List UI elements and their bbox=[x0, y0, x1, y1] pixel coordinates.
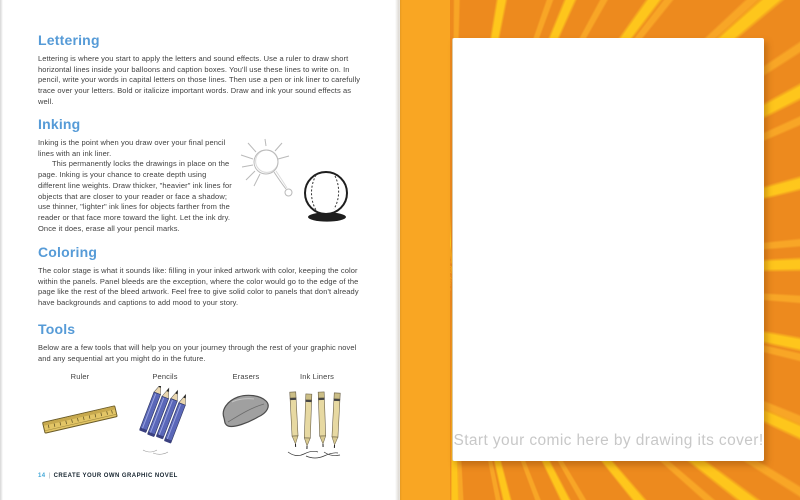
tool-label: Erasers bbox=[232, 372, 260, 381]
inking-body-2: This permanently locks the drawings in place on the page. Inking is your chance to create depth using different line weights. Draw thicker, "heavier" ink lines for objects that are closer to your reader or face a shadow; use thinner, "lighter" ink lines for objects farther from the reader or that face more toward the light. Let the ink dry. Once it does, erase all your pencil marks. bbox=[38, 159, 232, 233]
page-edge-shading bbox=[0, 0, 3, 500]
lettering-body: Lettering is where you start to apply the letters and sound effects. Use a ruler to draw short horizontal lines inside your balloons and caption boxes. You'll use these lines to write on. In pencil, write your words in capital letters on those lines. Then use a pen or ink liner to carefully trace over your letters. Bold or italicize important words. Draw and ink your sound effects as well. bbox=[38, 54, 361, 106]
tool-label: Ruler bbox=[70, 372, 90, 381]
footer-separator: | bbox=[48, 473, 51, 479]
inking-illustration bbox=[238, 138, 362, 232]
section-tools bbox=[38, 321, 362, 364]
tool-item-ink-liners bbox=[284, 372, 350, 462]
cover-prompt-text: Start your comic here by drawing its cover! bbox=[453, 432, 764, 449]
inking-heading: Inking bbox=[38, 116, 81, 132]
lettering-heading: Lettering bbox=[38, 32, 100, 48]
tool-label: Pencils bbox=[152, 372, 178, 381]
page-footer bbox=[38, 473, 178, 479]
tool-item-pencils bbox=[122, 372, 208, 458]
tools-body: Below are a few tools that will help you on your journey through the rest of your graphic novel and any sequential art you might do in the future. bbox=[38, 343, 357, 363]
baseball-icon bbox=[305, 172, 347, 222]
tool-item-ruler bbox=[38, 372, 122, 448]
section-lettering bbox=[38, 32, 362, 108]
coloring-heading: Coloring bbox=[38, 244, 98, 260]
sun-sketch-icon bbox=[241, 139, 292, 196]
book-title: CREATE YOUR OWN GRAPHIC NOVEL bbox=[53, 473, 178, 479]
section-inking bbox=[38, 116, 362, 234]
spine-strip bbox=[400, 0, 450, 500]
tools-row bbox=[38, 372, 350, 462]
section-coloring bbox=[38, 244, 362, 309]
page-number: 14 bbox=[38, 473, 46, 479]
tool-item-erasers bbox=[208, 372, 284, 438]
coloring-body: The color stage is what it sounds like: filling in your inked artwork with color, keeping the color within the panels. Panel bleeds are the exception, where the color would go to the edge of the page like the rest of the bleed artwork. Feel free to give solid color to panels that don't already have backgrounds and captions to add mood to your story. bbox=[38, 266, 359, 308]
inking-body-1: Inking is the point when you draw over your final pencil lines with an ink liner. bbox=[38, 138, 226, 158]
tool-label: Ink Liners bbox=[299, 372, 335, 381]
ink-liners-icon bbox=[284, 386, 350, 462]
cover-drawing-panel bbox=[452, 38, 764, 461]
pencils-icon bbox=[129, 386, 201, 458]
ruler-icon bbox=[38, 386, 122, 448]
tools-heading: Tools bbox=[38, 321, 76, 337]
right-page-sunburst bbox=[400, 0, 800, 500]
eraser-icon bbox=[214, 386, 278, 438]
